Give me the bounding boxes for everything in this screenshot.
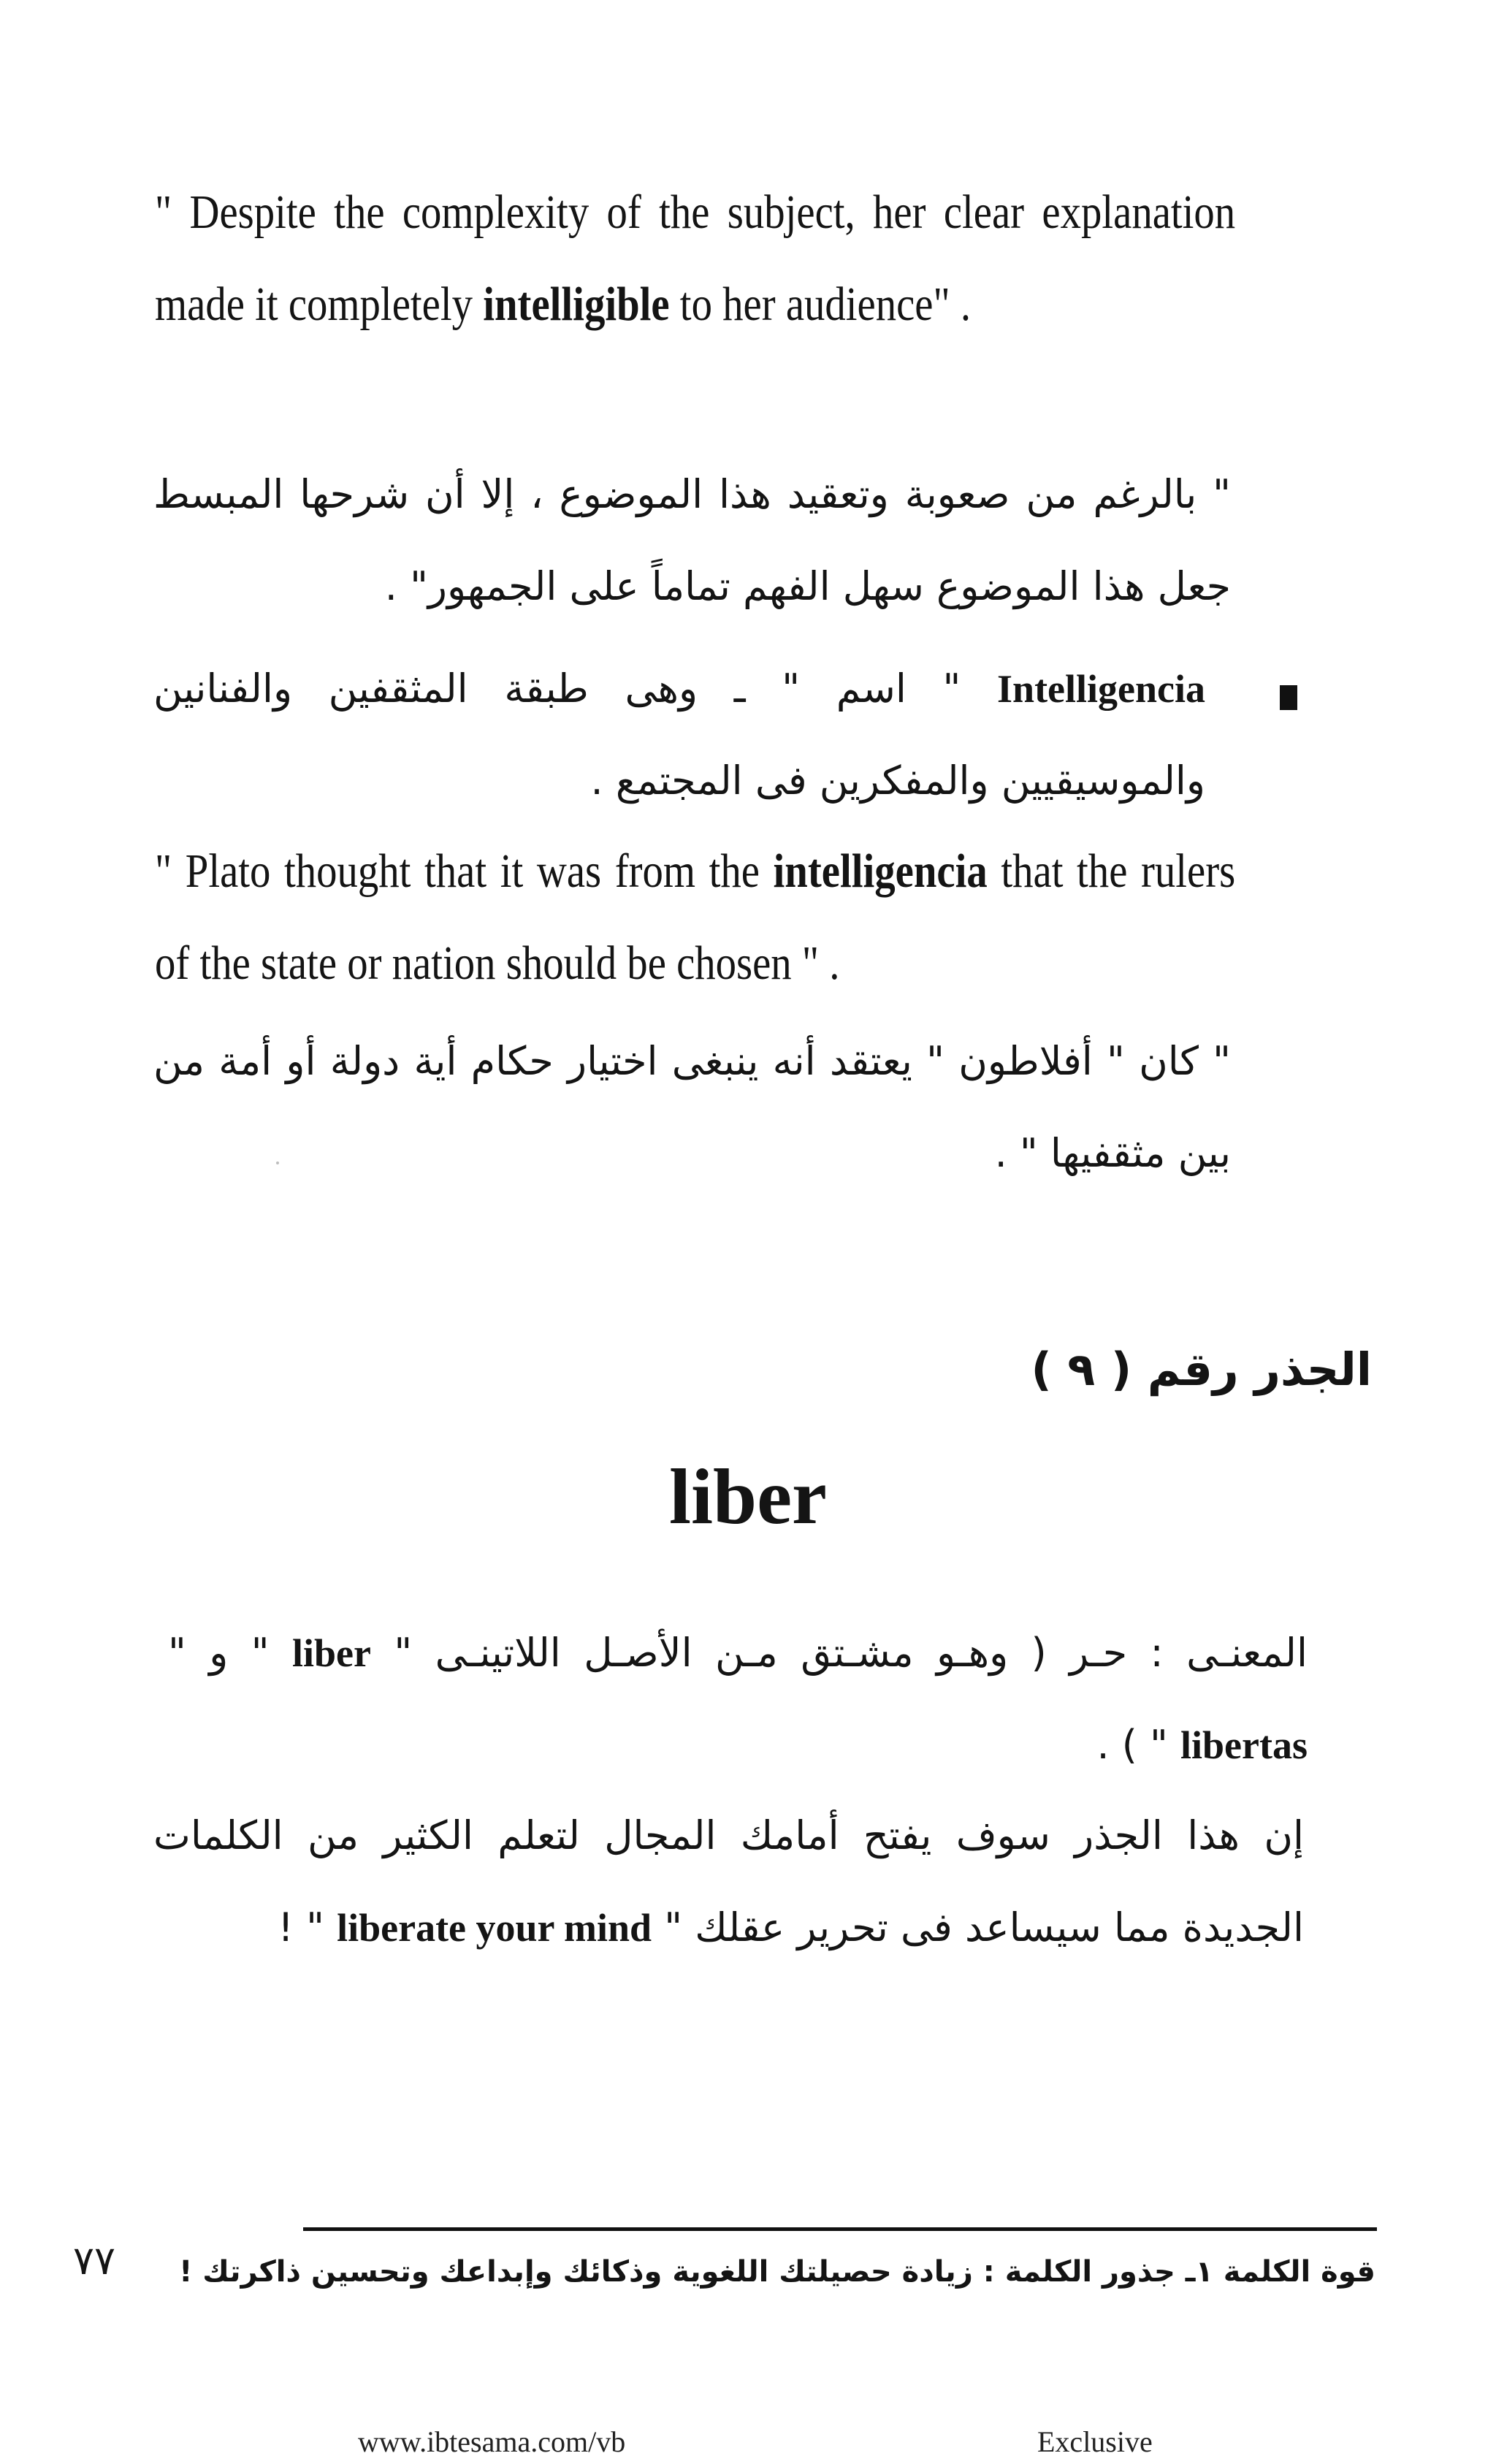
phrase-liberate-your-mind: liberate your mind <box>337 1906 652 1950</box>
example-text-end: to her audience" . <box>669 278 972 331</box>
example-text-start: " Despite the complexity of the subject, her clear explanation made it completely <box>155 186 1236 331</box>
root-word: liber <box>669 1454 827 1541</box>
meaning-label: المعنـى : حـر ( وهـو مشـتق مـن الأصـل اللاتينـى " <box>394 1630 1308 1676</box>
latin-word-liber: liber <box>292 1631 371 1675</box>
bullet-square-icon <box>1280 685 1297 710</box>
example-sentence-intelligible <box>155 167 1235 351</box>
keyword-intelligencia: intelligencia <box>773 844 988 898</box>
root-heading: الجذر رقم ( ٩ ) <box>1031 1343 1372 1396</box>
example-text-end: that the rulers of the state or nation should be chosen " . <box>155 844 1236 990</box>
latin-word-libertas: libertas <box>1180 1723 1308 1767</box>
intro-end: " ! <box>278 1904 324 1950</box>
keyword-intelligencia-heading: Intelligencia <box>997 667 1205 711</box>
example-text-start: " Plato thought that it was from the <box>155 844 774 898</box>
definition-intelligencia <box>153 643 1205 827</box>
page-number: ٧٧ <box>73 2238 116 2284</box>
example-sentence-intelligencia <box>155 825 1235 1010</box>
meaning-end: " ) . <box>1096 1722 1168 1768</box>
exclusive-tag: Exclusive <box>1037 2425 1153 2458</box>
root-meaning <box>168 1607 1308 1791</box>
root-intro-paragraph <box>153 1790 1304 1974</box>
translation-intelligible: " بالرغم من صعوبة وتعقيد هذا الموضوع ، إلا أن شرحها المبسط جعل هذا الموضوع سهل الفهم تماماً على الجمهور" . <box>153 471 1231 609</box>
keyword-intelligible: intelligible <box>483 278 670 331</box>
translation-intelligencia: " كان " أفلاطون " يعتقد أنه ينبغى اختيار حكام أية دولة أو أمة من بين مثقفيها " . <box>153 1038 1231 1176</box>
source-site: www.ibtesama.com/vb <box>358 2425 626 2458</box>
running-footer-title: قوة الكلمة ١ـ جذور الكلمة : زيادة حصيلتك اللغوية وذكائك وإبداعك وتحسين ذاكرتك ! <box>179 2255 1375 2289</box>
intro-text: إن هذا الجذر سوف يفتح أمامك المجال لتعلم الكثير من الكلمات الجديدة مما سيساعد فى تحرير عقلك " <box>153 1812 1304 1950</box>
meaning-connector: " و " <box>168 1630 270 1676</box>
definition-text: " اسم " ـ وهى طبقة المثقفين والفنانين والموسيقيين والمفكرين فى المجتمع . <box>153 665 1205 804</box>
scan-speck <box>276 1162 279 1164</box>
footer-rule <box>303 2227 1377 2231</box>
